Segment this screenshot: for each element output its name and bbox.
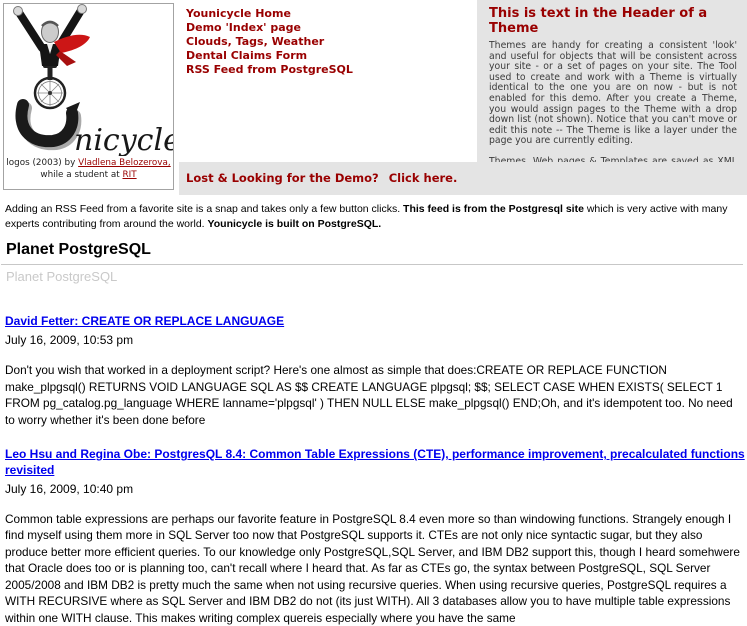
article-body: Don't you wish that worked in a deployment script? Here's one almost as simple that does:CREATE OR REPLACE FUNCTION make_plpgsql() RETURNS VOID LANGUAGE SQL AS $$ CREATE LANGUAGE plpgsql; $$; SELECT CASE WHEN EXISTS( SELECT 1 FROM pg_catalog.pg_language WHERE lanname='plpgsql' ) THEN NULL ELSE make_plpgsql() END;Oh, and it's idempotent too. No need to worry whether it's been done before	[5, 362, 745, 428]
lost-prompt: Lost & Looking for the Demo?	[186, 171, 379, 185]
theme-note-paragraph-1: Themes are handy for creating a consistent 'look' and useful for objects that will be consistent across your site - or a set of pages on your site. The Tool used to create and work with a Theme is virtually identical to the one you are on now - but is not enabled for this demo. After you create a Theme, you would assign pages to the Theme with a drop down list (not shown). Notice that you can't move or edit this note -- The Theme is like a layer under the page you are currently editing.	[489, 41, 737, 147]
logo-caption	[4, 158, 173, 181]
lost-band	[179, 162, 747, 195]
article-date: July 16, 2009, 10:53 pm	[5, 333, 745, 347]
nav-link-clouds-tags-weather[interactable]: Clouds, Tags, Weather	[186, 35, 353, 49]
intro-bold-1: This feed is from the Postgresql site	[403, 203, 584, 215]
logo-artist-link[interactable]: Vladlena Belozerova,	[78, 158, 171, 168]
intro-text-1: Adding an RSS Feed from a favorite site is a snap and takes only a few button clicks.	[5, 203, 403, 215]
logo-caption-line2: while a student at	[40, 170, 122, 180]
page-title: Planet PostgreSQL	[6, 241, 747, 259]
intro-bold-2: Younicycle is built on PostgreSQL.	[208, 218, 382, 230]
feed-article	[5, 447, 745, 626]
logo-rit-link[interactable]: RIT	[123, 170, 137, 180]
intro-note	[0, 195, 747, 232]
article-body: Common table expressions are perhaps our favorite feature in PostgreSQL 8.4 even more so than windowing functions. Strangely enough I find myself using them more in SQL Server too now that PostgreSQL supports it. CTEs are not only nice syntactic sugar, but they also produce better more efficient queries. To our knowledge only PostgreSQL,SQL Server, and IBM DB2 support this, though I heard somehwere that Oracle does too or is planning too, can't recall where I heard that. As far as CTEs go, the syntax between PostgreSQL, SQL Server 2005/2008 and IBM DB2 is pretty much the same when not using recursive queries. When using recursive queries, PostgreSQL requires a WITH RECURSIVE where as SQL Server and IBM DB2 do not (its just WITH). All 3 databases allow you to have multiple table expressions within one WITH clause. This makes writing complex quereis especially where you have the same	[5, 511, 745, 626]
nav-link-younicycle-home[interactable]: Younicycle Home	[186, 7, 353, 21]
intro-text-2: which is very active with many experts contributing from around the world.	[5, 203, 727, 230]
logo-wordmark: nicycle	[74, 123, 173, 156]
nav-link-rss-feed-postgresql[interactable]: RSS Feed from PostgreSQL	[186, 63, 353, 77]
header-nav	[186, 7, 353, 77]
nav-link-demo-index-page[interactable]: Demo 'Index' page	[186, 21, 353, 35]
younicycle-logo	[4, 4, 173, 156]
article-title-link[interactable]: Leo Hsu and Regina Obe: PostgresQL 8.4: Common Table Expressions (CTE), performance improvement, precalculated functions revisited	[5, 447, 745, 478]
page-header	[0, 0, 747, 195]
theme-note-title: This is text in the Header of a Theme	[489, 6, 737, 36]
logo-caption-prefix: logos (2003) by	[6, 158, 78, 168]
lost-click-here-link[interactable]: Click here.	[389, 171, 458, 185]
nav-link-dental-claims-form[interactable]: Dental Claims Form	[186, 49, 353, 63]
feed-articles	[5, 312, 745, 626]
article-date: July 16, 2009, 10:40 pm	[5, 482, 745, 496]
logo-box	[3, 3, 174, 190]
title-divider	[1, 264, 743, 265]
feed-subtitle: Planet PostgreSQL	[6, 269, 747, 284]
article-title-link[interactable]: David Fetter: CREATE OR REPLACE LANGUAGE	[5, 314, 284, 330]
feed-article	[5, 312, 745, 428]
